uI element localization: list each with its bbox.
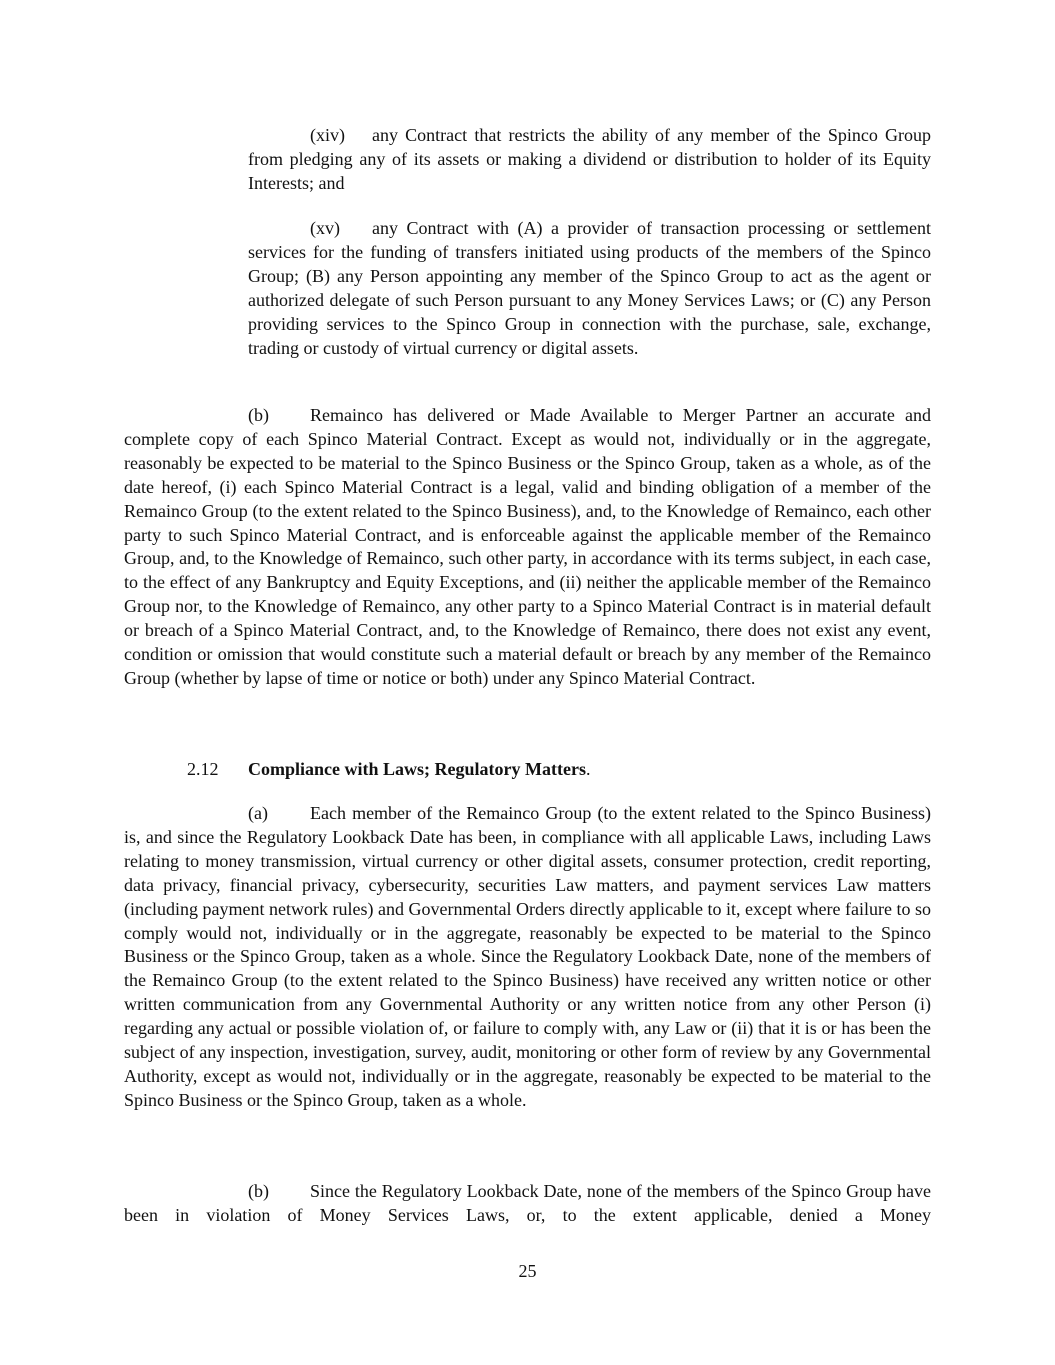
- section-2-11-b-marker: (b): [248, 405, 269, 425]
- section-2-11-b-text: Remainco has delivered or Made Available to Merger Partner an accurate and complete copy of each Spinco Material Contract. Except as would not, individually or in the aggregate, reasonably be expected to be material to the Spinco Business or the Spinco Group, taken as a whole, as of the date hereof, (i) each Spinco Material Contract is a legal, valid and binding obligation of a member of the Remainco Group (to the extent related to the Spinco Business), and, to the Knowledge of Remainco, each other party to such Spinco Material Contract, and is enforceable against the applicable member of the Remainco Group, and, to the Knowledge of Remainco, such other party, in accordance with its terms subject, in each case, to the effect of any Bankruptcy and Equity Exceptions, and (ii) neither the applicable member of the Remainco Group nor, to the Knowledge of Remainco, any other party to a Spinco Material Contract is in material default or breach of a Spinco Material Contract, and, to the Knowledge of Remainco, there does not exist any event, condition or omission that would constitute such a material default or breach by any member of the Remainco Group (whether by lapse of time or notice or both) under any Spinco Material Contract.: [124, 405, 931, 688]
- section-2-12-b-marker: (b): [248, 1181, 269, 1201]
- clause-xiv: [248, 124, 931, 196]
- section-2-12-heading: [187, 758, 590, 782]
- section-2-12-a: [124, 802, 931, 1113]
- clause-xiv-text: any Contract that restricts the ability of any member of the Spinco Group from pledging any of its assets or making a dividend or distribution to holder of its Equity Interests; and: [248, 125, 931, 193]
- section-2-11-b: [124, 404, 931, 691]
- section-title: Compliance with Laws; Regulatory Matters: [248, 759, 586, 779]
- page-number: 25: [518, 1261, 537, 1281]
- section-2-12-b-text: Since the Regulatory Lookback Date, none of the members of the Spinco Group have been in violation of Money Services Laws, or, to the extent applicable, denied a Money: [124, 1181, 931, 1225]
- clause-xv: [248, 217, 931, 360]
- section-2-12-b: [124, 1180, 931, 1228]
- clause-xiv-marker: (xiv): [310, 125, 345, 145]
- clause-xv-marker: (xv): [310, 218, 340, 238]
- section-number: 2.12: [187, 759, 219, 779]
- section-2-12-a-marker: (a): [248, 803, 268, 823]
- clause-xv-text: any Contract with (A) a provider of transaction processing or settlement services for the funding of transfers initiated using products of the members of the Spinco Group; (B) any Person appointing any member of the Spinco Group to act as the agent or authorized delegate of such Person pursuant to any Money Services Laws; or (C) any Person providing services to the Spinco Group in connection with the purchase, sale, exchange, trading or custody of virtual currency or digital assets.: [248, 218, 931, 358]
- section-title-period: .: [585, 759, 591, 779]
- section-2-12-a-text: Each member of the Remainco Group (to the extent related to the Spinco Business) is, and since the Regulatory Lookback Date has been, in compliance with all applicable Laws, including Laws relating to money transmission, virtual currency or other digital assets, consumer protection, credit reporting, data privacy, financial privacy, cybersecurity, securities Law matters, and payment services Law matters (including payment network rules) and Governmental Orders directly applicable to it, except where failure to so comply would not, individually or in the aggregate, reasonably be expected to be material to the Spinco Business or the Spinco Group, taken as a whole. Since the Regulatory Lookback Date, none of the members of the Remainco Group (to the extent related to the Spinco Business) have received any written notice or other written communication from any Governmental Authority or any written notice from any other Person (i) regarding any actual or possible violation of, or failure to comply with, any Law or (ii) that it is or has been the subject of any inspection, investigation, survey, audit, monitoring or other form of review by any Governmental Authority, except as would not, individually or in the aggregate, reasonably be expected to be material to the Spinco Business or the Spinco Group, taken as a whole.: [124, 803, 931, 1110]
